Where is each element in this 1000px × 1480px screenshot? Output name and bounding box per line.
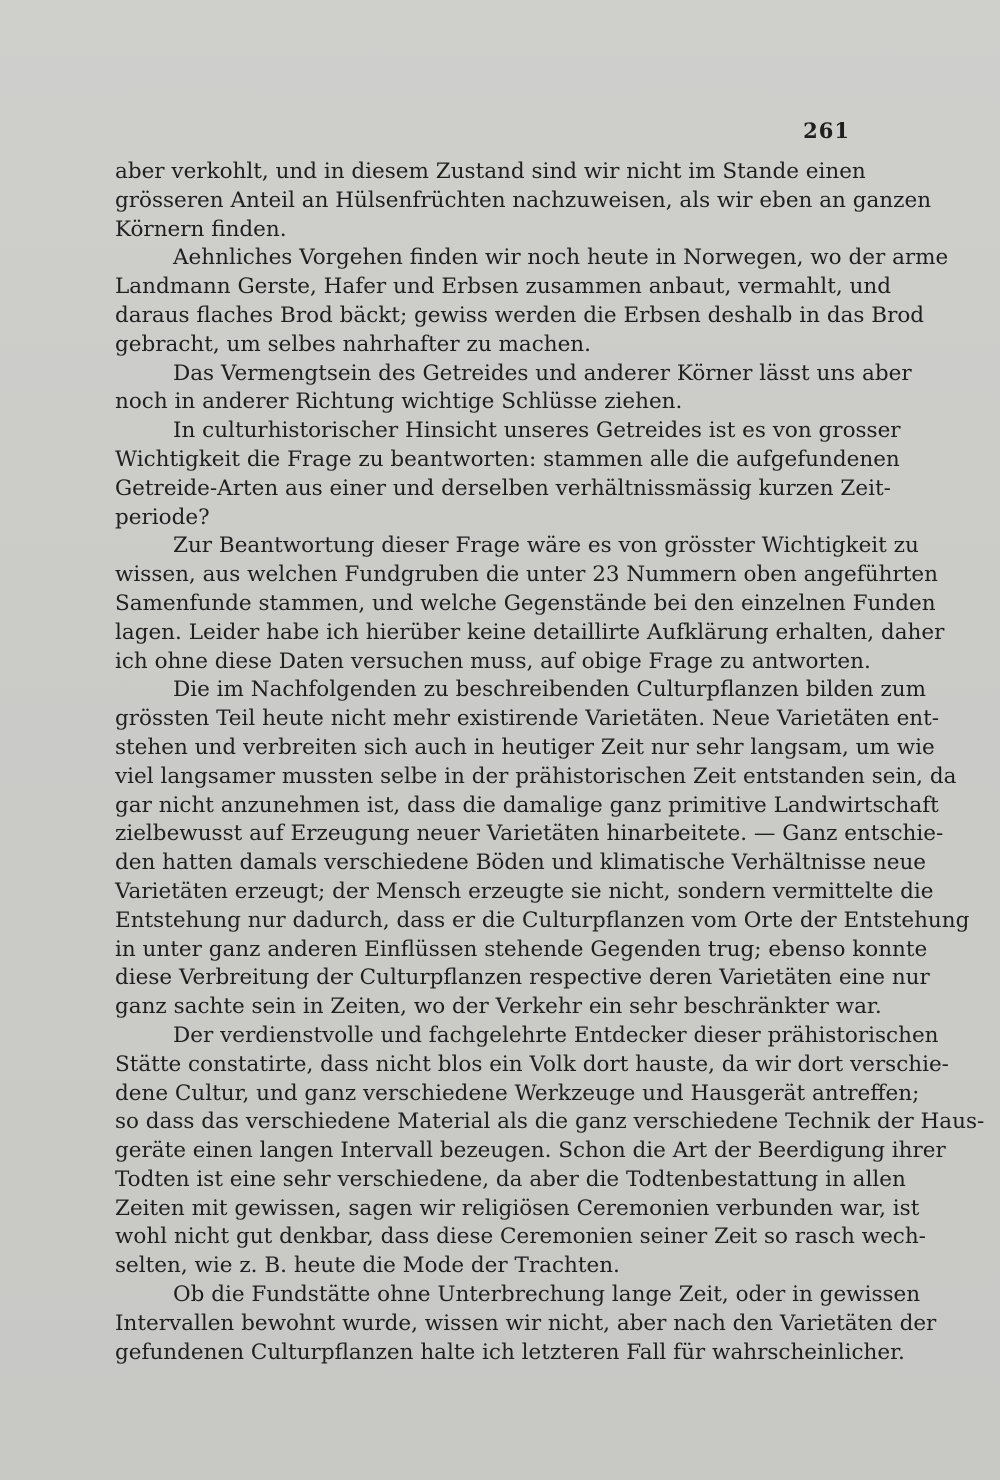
text-line: dene Cultur, und ganz verschiedene Werkzeuge und Hausgerät antreffen; <box>115 1080 920 1106</box>
text-line: gefundenen Culturpflanzen halte ich letzteren Fall für wahrscheinlicher. <box>115 1339 905 1365</box>
text-line: Todten ist eine sehr verschiedene, da aber die Todtenbestattung in allen <box>115 1166 906 1192</box>
text-line: ganz sachte sein in Zeiten, wo der Verkehr ein sehr beschränkter war. <box>115 994 882 1020</box>
paragraph-first-line: Das Vermengtsein des Getreides und anderer Körner lässt uns aber <box>173 360 912 386</box>
text-line: Entstehung nur dadurch, dass er die Culturpflanzen vom Orte der Entstehung <box>115 907 970 933</box>
body-text <box>115 158 985 1367</box>
text-line: lagen. Leider habe ich hierüber keine detaillirte Aufklärung erhalten, daher <box>115 619 945 645</box>
text-line: daraus flaches Brod bäckt; gewiss werden die Erbsen deshalb in das Brod <box>115 302 925 328</box>
text-line: grösseren Anteil an Hülsenfrüchten nachzuweisen, als wir eben an ganzen <box>115 187 932 213</box>
text-line: viel langsamer mussten selbe in der prähistorischen Zeit entstanden sein, da <box>115 763 957 789</box>
text-line: Körnern finden. <box>115 216 287 242</box>
text-line: aber verkohlt, und in diesem Zustand sind wir nicht im Stande einen <box>115 159 866 184</box>
text-line: stehen und verbreiten sich auch in heutiger Zeit nur sehr langsam, um wie <box>115 734 935 760</box>
text-line: Stätte constatirte, dass nicht blos ein Volk dort hauste, da wir dort verschie- <box>115 1051 949 1077</box>
text-line: den hatten damals verschiedene Böden und klimatische Verhältnisse neue <box>115 850 927 876</box>
text-line: periode? <box>115 504 210 530</box>
text-line: Zeiten mit gewissen, sagen wir religiösen Ceremonien verbunden war, ist <box>115 1195 920 1221</box>
text-line: diese Verbreitung der Culturpflanzen respective deren Varietäten eine nur <box>115 965 930 991</box>
text-line: selten, wie z. B. heute die Mode der Trachten. <box>115 1253 620 1279</box>
text-line: Getreide-Arten aus einer und derselben verhältnissmässig kurzen Zeit- <box>115 475 891 501</box>
text-line: Samenfunde stammen, und welche Gegenstände bei den einzelnen Funden <box>115 590 936 616</box>
text-line: geräte einen langen Intervall bezeugen. Schon die Art der Beerdigung ihrer <box>115 1138 946 1164</box>
text-line: so dass das verschiedene Material als die ganz verschiedene Technik der Haus- <box>115 1109 985 1135</box>
paragraph-first-line: Zur Beantwortung dieser Frage wäre es von grösster Wichtigkeit zu <box>173 533 919 559</box>
text-line: gebracht, um selbes nahrhafter zu machen. <box>115 331 591 357</box>
paragraph-first-line: In culturhistorischer Hinsicht unseres Getreides ist es von grosser <box>173 418 901 444</box>
text-line: ich ohne diese Daten versuchen muss, auf obige Frage zu antworten. <box>115 648 871 674</box>
text-line: Wichtigkeit die Frage zu beantworten: stammen alle die aufgefundenen <box>115 446 900 472</box>
paragraph-first-line: Die im Nachfolgenden zu beschreibenden Culturpflanzen bilden zum <box>173 677 927 703</box>
page-number: 261 <box>803 118 850 143</box>
text-line: Landmann Gerste, Hafer und Erbsen zusammen anbaut, vermahlt, und <box>115 274 891 300</box>
text-line: in unter ganz anderen Einflüssen stehende Gegenden trug; ebenso konnte <box>115 936 928 962</box>
text-line: grössten Teil heute nicht mehr existirende Varietäten. Neue Varietäten ent- <box>115 706 940 732</box>
paragraph-first-line: Der verdienstvolle und fachgelehrte Entdecker dieser prähistorischen <box>173 1022 939 1048</box>
text-line: zielbewusst auf Erzeugung neuer Varietäten hinarbeitete. — Ganz entschie- <box>115 821 944 847</box>
paragraph-first-line: Ob die Fundstätte ohne Unterbrechung lange Zeit, oder in gewissen <box>173 1282 921 1308</box>
text-line: noch in anderer Richtung wichtige Schlüsse ziehen. <box>115 389 683 415</box>
text-line: wissen, aus welchen Fundgruben die unter 23 Nummern oben angeführten <box>115 562 938 588</box>
text-line: Varietäten erzeugt; der Mensch erzeugte sie nicht, sondern vermittelte die <box>115 878 934 904</box>
paragraph-first-line: Aehnliches Vorgehen finden wir noch heute in Norwegen, wo der arme <box>173 245 949 271</box>
text-line: gar nicht anzunehmen ist, dass die damalige ganz primitive Landwirtschaft <box>115 792 939 818</box>
text-line: Intervallen bewohnt wurde, wissen wir nicht, aber nach den Varietäten der <box>115 1310 937 1336</box>
text-line: wohl nicht gut denkbar, dass diese Ceremonien seiner Zeit so rasch wech- <box>115 1224 926 1250</box>
